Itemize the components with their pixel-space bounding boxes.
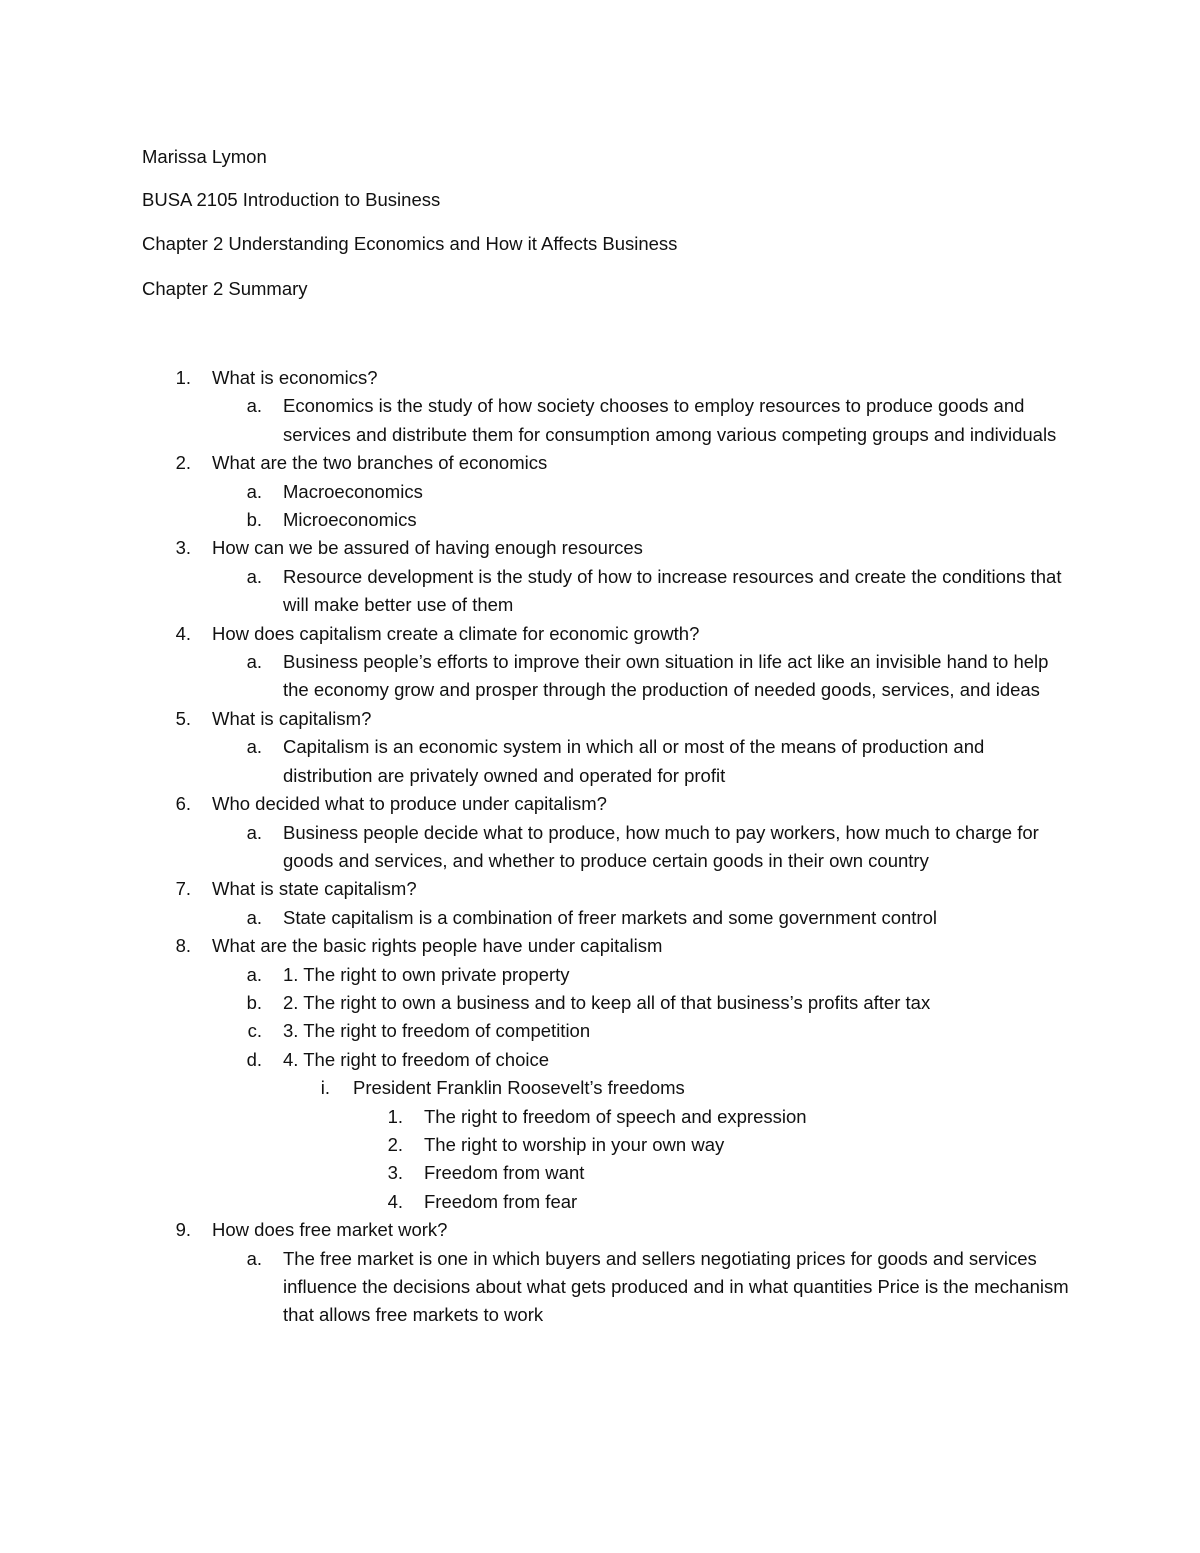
outline-item — [0, 1017, 1200, 1045]
list-marker: a. — [246, 565, 262, 587]
list-item-text: What are the basic rights people have under capitalism — [212, 935, 663, 957]
list-item-text: Who decided what to produce under capitalism? — [212, 793, 607, 815]
list-marker: b. — [246, 509, 262, 531]
list-marker: d. — [246, 1048, 262, 1070]
course-title: BUSA 2105 Introduction to Business — [142, 189, 441, 210]
list-marker: a. — [246, 736, 262, 758]
list-item-text: How does free market work? — [212, 1219, 448, 1241]
list-marker: 3. — [175, 537, 191, 559]
list-item-text: State capitalism is a combination of freer markets and some government control — [283, 906, 937, 928]
list-marker: a. — [246, 651, 262, 673]
list-marker: 2. — [387, 1133, 403, 1155]
list-item-text: 4. The right to freedom of choice — [283, 1048, 550, 1070]
outline-item — [0, 1103, 1200, 1131]
list-marker: 4. — [175, 622, 191, 644]
list-marker: 9. — [175, 1219, 191, 1241]
list-marker: 4. — [387, 1190, 403, 1212]
list-item-text: How does capitalism create a climate for economic growth? — [212, 622, 700, 644]
list-marker: 3. — [387, 1162, 403, 1184]
list-marker: b. — [246, 991, 262, 1013]
outline-item — [0, 478, 1200, 506]
list-marker: 1. — [387, 1105, 403, 1127]
list-item-text: Economics is the study of how society chooses to employ resources to produce goods and services and distribute them for consumption among various competing groups and individuals — [283, 395, 1057, 445]
list-marker: a. — [246, 1247, 262, 1269]
list-marker: c. — [247, 1020, 262, 1042]
outline-item — [0, 506, 1200, 534]
list-marker: 5. — [175, 707, 191, 729]
list-item-text: Freedom from fear — [424, 1190, 578, 1212]
list-item-text: What is capitalism? — [212, 707, 372, 729]
list-item-text: The right to freedom of speech and expression — [424, 1105, 807, 1127]
outline-item — [0, 1188, 1200, 1216]
list-item-text: 2. The right to own a business and to keep all of that business’s profits after tax — [283, 991, 931, 1013]
list-item-text: What are the two branches of economics — [212, 452, 548, 474]
outline-item — [0, 989, 1200, 1017]
outline-item — [0, 648, 1200, 705]
outline-item — [0, 875, 1200, 903]
outline-item — [0, 1046, 1200, 1074]
document-title: Chapter 2 Summary — [142, 278, 308, 299]
list-item-text: 1. The right to own private property — [283, 963, 570, 985]
list-marker: a. — [246, 480, 262, 502]
list-item-text: President Franklin Roosevelt’s freedoms — [353, 1077, 685, 1099]
list-item-text: The right to worship in your own way — [424, 1133, 725, 1155]
outline-item — [0, 932, 1200, 960]
list-marker: 7. — [175, 878, 191, 900]
chapter-title: Chapter 2 Understanding Economics and How it Affects Business — [142, 233, 678, 254]
list-marker: 8. — [175, 935, 191, 957]
outline-item — [0, 392, 1200, 449]
outline-item — [0, 563, 1200, 620]
outline-item — [0, 961, 1200, 989]
list-marker: a. — [246, 395, 262, 417]
list-item-text: What is economics? — [212, 367, 378, 388]
outline-item — [0, 904, 1200, 932]
list-marker: 2. — [175, 452, 191, 474]
outline-item — [0, 534, 1200, 562]
outline-item — [0, 1159, 1200, 1187]
outline-item — [0, 733, 1200, 790]
outline-item — [0, 1245, 1200, 1330]
outline-item — [0, 620, 1200, 648]
list-marker: a. — [246, 963, 262, 985]
outline-item — [0, 819, 1200, 876]
author-name: Marissa Lymon — [142, 146, 267, 167]
list-item-text: 3. The right to freedom of competition — [283, 1020, 591, 1042]
list-marker: a. — [246, 821, 262, 843]
list-item-text: Business people’s efforts to improve their own situation in life act like an invisible hand to help the economy grow and prosper through the production of needed goods, services, and ideas — [283, 651, 1049, 701]
list-item-text: The free market is one in which buyers and sellers negotiating prices for goods and services influence the decisions about what gets produced and in what quantities Price is the mechanism that allows free markets to work — [283, 1247, 1069, 1326]
list-item-text: Capitalism is an economic system in which all or most of the means of production and distribution are privately owned and operated for profit — [283, 736, 985, 786]
outline-item — [0, 790, 1200, 818]
summary-outline — [0, 364, 1200, 1330]
list-item-text: How can we be assured of having enough resources — [212, 537, 643, 559]
outline-item — [0, 705, 1200, 733]
list-item-text: Business people decide what to produce, how much to pay workers, how much to charge for goods and services, and whether to produce certain goods in their own country — [283, 821, 1039, 871]
outline-item — [0, 364, 1200, 392]
list-item-text: Microeconomics — [283, 509, 417, 531]
list-item-text: What is state capitalism? — [212, 878, 417, 900]
list-marker: i. — [320, 1077, 330, 1099]
outline-item — [0, 1074, 1200, 1102]
outline-item — [0, 449, 1200, 477]
outline-item — [0, 1131, 1200, 1159]
outline-item — [0, 1216, 1200, 1244]
list-marker: 6. — [175, 793, 191, 815]
list-marker: a. — [246, 906, 262, 928]
list-item-text: Macroeconomics — [283, 480, 423, 502]
list-item-text: Freedom from want — [424, 1162, 585, 1184]
list-item-text: Resource development is the study of how to increase resources and create the conditions that will make better use of them — [283, 565, 1062, 616]
list-marker: 1. — [175, 367, 191, 388]
